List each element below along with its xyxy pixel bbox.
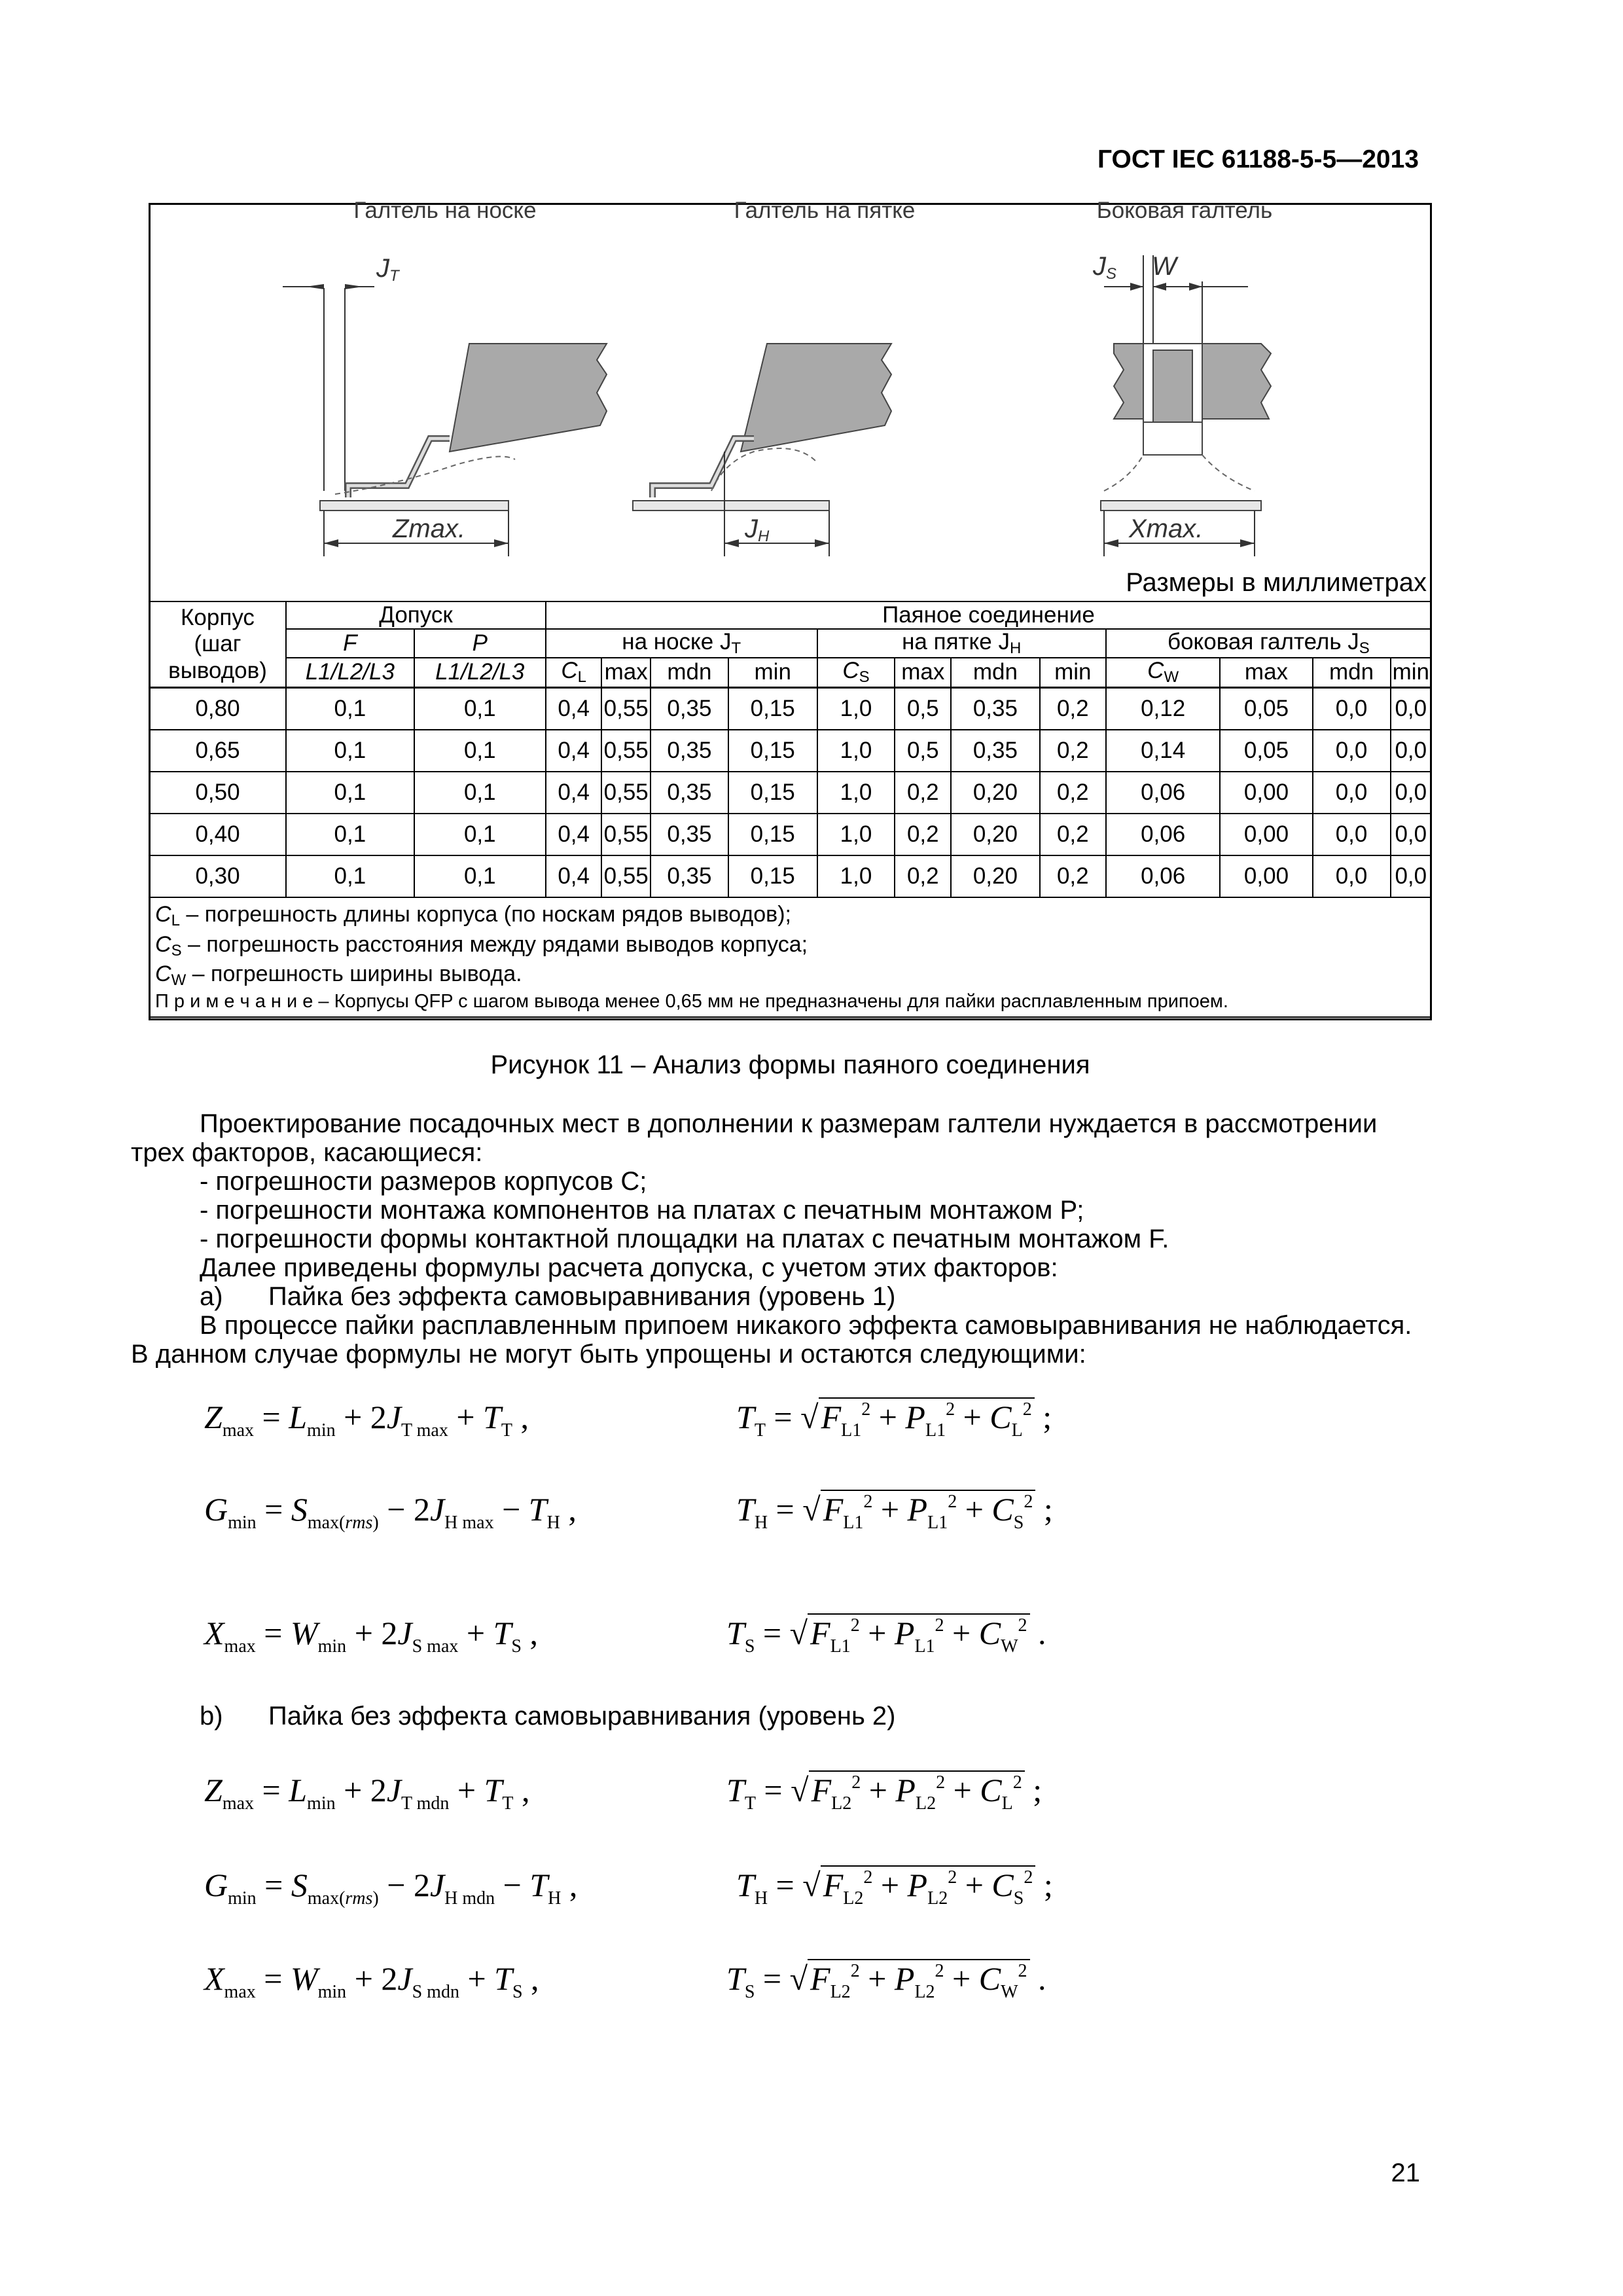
table-cell: 0,0 [1391,687,1431,730]
table-cell: 0,35 [651,687,728,730]
formula-gmin-1: $G_{min} = S_{max(rms)} - 2J_{H max} - T_H$ , [204,1491,577,1533]
table-cell: 0,35 [651,814,728,855]
table-cell: 0,0 [1391,855,1431,897]
item-a-text: Пайка без эффекта самовыравнивания (уровень 1) [268,1282,896,1311]
table-cell: 0,06 [1106,855,1221,897]
table-cell: 0,05 [1220,687,1312,730]
document-id: ГОСТ IEC 61188-5-5—2013 [1097,145,1419,173]
header-CS: CS [817,658,895,687]
formula-th-1: $T_H = √F_{L1}^2 + P_{L1}^2 + C_S^2$ ; [736,1491,1053,1533]
header-side: боковая галтель JS [1106,629,1431,658]
toe-fillet-title: Галтель на носке [353,198,537,223]
jh-label: JH [745,514,770,545]
paragraph-formulas-intro: Далее приведены формулы расчета допуска, с учетом этих факторов: [200,1253,1058,1282]
page-number: 21 [1391,2159,1420,2187]
table-row [149,730,1431,772]
note-cl: CL – погрешность длины корпуса (по носкам рядов выводов); [155,901,791,929]
table-cell: 0,4 [546,814,602,855]
header-toe: на носке JT [546,629,817,658]
table-cell: 0,0 [1313,855,1391,897]
table-cell: 0,4 [546,855,602,897]
list-item-p: - погрешности монтажа компонентов на платах с печатным монтажом Р; [200,1196,1084,1225]
table-cell: 0,2 [895,814,951,855]
table-cell: 0,0 [1391,772,1431,814]
table-cell: 0,80 [149,687,286,730]
table-cell: 0,14 [1106,730,1221,772]
table-cell: 0,2 [1040,814,1106,855]
table-cell: 0,1 [414,772,546,814]
paragraph-intro: Проектирование посадочных мест в дополнении к размерам галтели нуждается в рассмотрении трех факторов, касающиеся: [131,1109,1378,1167]
table-cell: 0,1 [414,814,546,855]
table-cell: 0,00 [1220,772,1312,814]
xmax-label: Xmax. [1129,514,1204,543]
table-cell: 0,4 [546,730,602,772]
table-cell: 0,0 [1391,814,1431,855]
header-toe-max: max [601,658,650,687]
item-b-label: b) [200,1702,223,1731]
table-cell: 0,55 [601,772,650,814]
table-cell: 0,0 [1313,687,1391,730]
table-cell: 0,50 [149,772,286,814]
table-cell: 0,12 [1106,687,1221,730]
table-row [149,687,1431,730]
table-cell: 0,1 [414,687,546,730]
table-cell: 0,55 [601,814,650,855]
item-b-text: Пайка без эффекта самовыравнивания (уровень 2) [268,1702,896,1731]
table-cell: 0,1 [286,687,414,730]
table-cell: 0,0 [1313,814,1391,855]
table-row [149,814,1431,855]
paragraph-level1: В процессе пайки расплавленным припоем никакого эффекта самовыравнивания не наблюдается. В данном случае формулы не могут быть упрощены и остаются следующими: [131,1311,1412,1369]
formula-tt-1: $T_T = √F_{L1}^2 + P_{L1}^2 + C_L^2$ ; [736,1399,1052,1441]
table-cell: 0,40 [149,814,286,855]
table-cell: 0,35 [951,730,1040,772]
zmax-label: Zmax. [393,514,466,543]
table-cell: 0,5 [895,730,951,772]
table-cell: 0,55 [601,687,650,730]
header-heel-mdn: mdn [951,658,1040,687]
formula-xmax-1: $X_{max} = W_{min} + 2J_{S max} + T_S$ , [204,1615,538,1657]
figure-caption: Рисунок 11 – Анализ формы паяного соединения [490,1050,1090,1079]
header-L-P: L1/L2/L3 [414,658,546,687]
table-cell: 0,1 [414,730,546,772]
js-label: JS [1093,252,1117,283]
header-CW: CW [1106,658,1221,687]
header-L-F: L1/L2/L3 [286,658,414,687]
header-toe-mdn: mdn [651,658,728,687]
table-cell: 0,20 [951,814,1040,855]
table-cell: 0,1 [286,855,414,897]
table-cell: 0,2 [1040,855,1106,897]
table-notes [149,897,1431,1017]
table-cell: 1,0 [817,730,895,772]
table-row [149,855,1431,897]
heel-fillet-title: Галтель на пятке [734,198,916,223]
header-korpus: Корпус (шаг выводов) [149,601,286,687]
table-cell: 0,0 [1313,772,1391,814]
table-row [149,772,1431,814]
formula-th-2: $T_H = √F_{L2}^2 + P_{L2}^2 + C_S^2$ ; [736,1867,1053,1909]
table-cell: 0,06 [1106,772,1221,814]
table-cell: 0,35 [651,855,728,897]
table-cell: 1,0 [817,855,895,897]
table-cell: 0,1 [286,814,414,855]
table-cell: 0,15 [728,855,817,897]
formula-tt-2: $T_T = √F_{L2}^2 + P_{L2}^2 + C_L^2$ ; [726,1772,1043,1814]
formula-zmax-1: $Z_{max} = L_{min} + 2J_{T max} + T_T$ , [204,1399,529,1441]
table-cell: 0,15 [728,687,817,730]
header-heel: на пятке JH [817,629,1106,658]
list-item-c: - погрешности размеров корпусов С; [200,1167,647,1196]
table-cell: 0,2 [1040,687,1106,730]
solder-joint-diagram [149,203,1432,569]
table-cell: 0,0 [1313,730,1391,772]
table-cell: 0,35 [651,730,728,772]
table-cell: 0,4 [546,772,602,814]
table-cell: 0,5 [895,687,951,730]
header-side-mdn: mdn [1313,658,1391,687]
header-P: P [414,629,546,658]
table-cell: 0,2 [895,772,951,814]
header-pajanoe: Паяное соединение [546,601,1431,629]
formula-zmax-2: $Z_{max} = L_{min} + 2J_{T mdn} + T_T$ , [204,1772,530,1814]
w-label: W [1152,252,1177,281]
table-cell: 0,4 [546,687,602,730]
formula-ts-2: $T_S = √F_{L2}^2 + P_{L2}^2 + C_W^2$ . [726,1960,1046,2002]
table-cell: 0,35 [651,772,728,814]
note-primechanie: П р и м е ч а н и е – Корпусы QFP с шагом вывода менее 0,65 мм не предназначены для пайки расплавленным припоем. [155,991,1228,1013]
header-heel-min: min [1040,658,1106,687]
header-F: F [286,629,414,658]
table-cell: 0,35 [951,687,1040,730]
table-cell: 1,0 [817,687,895,730]
table-cell: 1,0 [817,772,895,814]
table-cell: 0,00 [1220,855,1312,897]
table-cell: 1,0 [817,814,895,855]
list-item-f: - погрешности формы контактной площадки на платах с печатным монтажом F. [200,1225,1169,1253]
table-cell: 0,1 [286,772,414,814]
jt-label: JT [376,254,399,285]
table-cell: 0,65 [149,730,286,772]
header-side-min: min [1391,658,1431,687]
header-CL: CL [546,658,602,687]
table-cell: 0,00 [1220,814,1312,855]
header-dopusk: Допуск [286,601,546,629]
header-toe-min: min [728,658,817,687]
table-cell: 0,55 [601,730,650,772]
side-fillet-drawing [1101,255,1271,556]
formula-ts-1: $T_S = √F_{L1}^2 + P_{L1}^2 + C_W^2$ . [726,1615,1046,1657]
table-cell: 0,1 [286,730,414,772]
table-cell: 0,2 [1040,772,1106,814]
table-cell: 0,15 [728,772,817,814]
side-fillet-title: Боковая галтель [1096,198,1273,223]
formula-xmax-2: $X_{max} = W_{min} + 2J_{S mdn} + T_S$ , [204,1960,539,2002]
formula-gmin-2: $G_{min} = S_{max(rms)} - 2J_{H mdn} - T_H$ , [204,1867,578,1909]
table-cell: 0,15 [728,814,817,855]
units-note: Размеры в миллиметрах [1126,568,1427,597]
table-cell: 0,2 [895,855,951,897]
table-cell: 0,55 [601,855,650,897]
table-cell: 0,05 [1220,730,1312,772]
table-cell: 0,15 [728,730,817,772]
header-heel-max: max [895,658,951,687]
item-a-label: а) [200,1282,223,1311]
table-cell: 0,30 [149,855,286,897]
table-cell: 0,06 [1106,814,1221,855]
table-cell: 0,20 [951,772,1040,814]
table-cell: 0,2 [1040,730,1106,772]
header-side-max: max [1220,658,1312,687]
table-cell: 0,20 [951,855,1040,897]
solder-joint-table [149,601,1432,1018]
note-cs: CS – погрешность расстояния между рядами выводов корпуса; [155,931,808,960]
table-cell: 0,1 [414,855,546,897]
note-cw: CW – погрешность ширины вывода. [155,961,522,990]
table-cell: 0,0 [1391,730,1431,772]
